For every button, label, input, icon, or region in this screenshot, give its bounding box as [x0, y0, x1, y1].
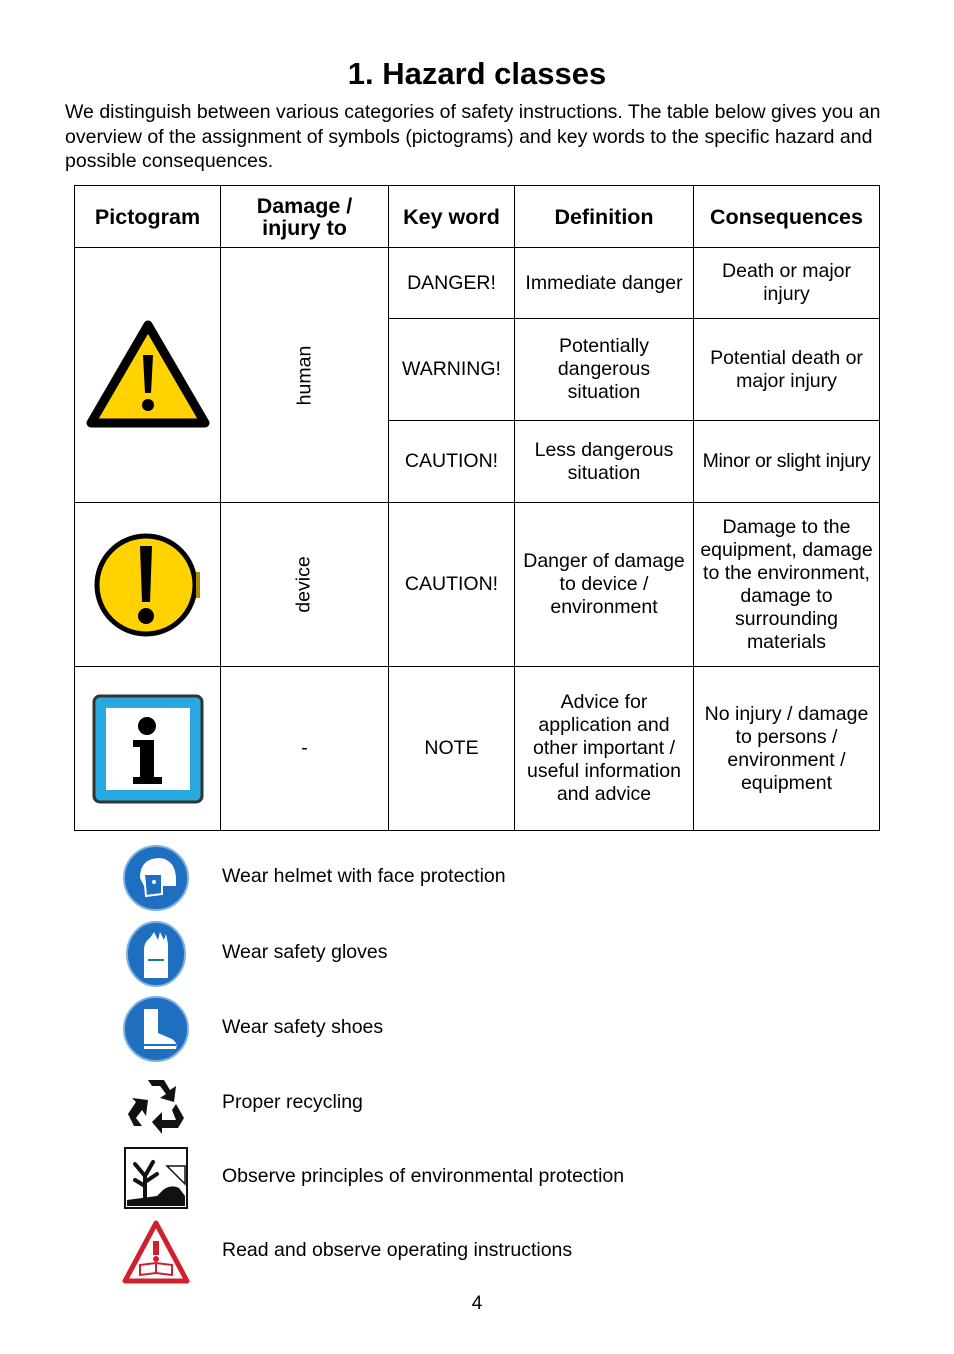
damage-cell-note: - — [221, 667, 389, 831]
legend-label: Read and observe operating instructions — [222, 1239, 573, 1261]
legend-item-helmet — [0, 842, 954, 912]
legend-label: Observe principles of environmental protection — [222, 1165, 625, 1187]
definition-text: Danger of damage to device / environment — [523, 550, 685, 618]
header-keyword: Key word — [389, 186, 515, 248]
definition-text: Less dangerous situation — [534, 438, 674, 484]
consequences-text: No injury / damage to persons / environment / equipment — [704, 702, 869, 794]
page-number: 4 — [471, 1293, 483, 1314]
hazard-table — [74, 185, 880, 831]
legend-label: Wear helmet with face protection — [222, 865, 506, 887]
damage-label-human: human — [293, 345, 315, 405]
helmet-face-protection-icon — [122, 844, 190, 912]
consequences-cell — [694, 667, 880, 831]
header-damage — [221, 186, 389, 248]
consequences-cell: Minor or slight injury — [694, 421, 880, 503]
definition-cell: Immediate danger — [515, 248, 694, 319]
definition-text: Potentially dangerous situation — [557, 335, 651, 403]
header-consequences: Consequences — [694, 186, 880, 248]
definition-cell — [515, 667, 694, 831]
legend-item-read-instructions — [0, 1216, 954, 1286]
pictogram-cell-device — [75, 503, 221, 667]
legend-label: Proper recycling — [222, 1091, 363, 1113]
read-instructions-icon — [122, 1219, 190, 1285]
warning-triangle-icon — [85, 319, 211, 431]
damage-cell-human — [221, 248, 389, 503]
legend-item-recycling — [0, 1068, 954, 1138]
table-row — [75, 667, 880, 831]
safety-shoes-icon — [122, 995, 190, 1063]
table-row — [75, 503, 880, 667]
pictogram-cell-human — [75, 248, 221, 503]
damage-label-device: device — [293, 556, 315, 613]
damage-cell-device — [221, 503, 389, 667]
table-header-row — [75, 186, 880, 248]
table-row — [75, 248, 880, 319]
keyword-cell: DANGER! — [389, 248, 515, 319]
keyword-cell: CAUTION! — [389, 421, 515, 503]
consequences-cell — [694, 248, 880, 319]
exclamation-circle-icon — [93, 532, 203, 638]
header-damage-label: Damage / injury to — [256, 193, 353, 240]
consequences-cell — [694, 503, 880, 667]
legend-item-gloves — [0, 918, 954, 988]
consequences-cell — [694, 319, 880, 421]
header-definition: Definition — [515, 186, 694, 248]
page-title: 1. Hazard classes — [347, 56, 607, 91]
consequences-text: Damage to the equipment, damage to the environment, damage to surrounding materials — [700, 515, 873, 653]
consequences-text: Death or major injury — [722, 260, 851, 305]
legend-item-shoes — [0, 993, 954, 1063]
definition-cell — [515, 421, 694, 503]
legend-label: Wear safety gloves — [222, 941, 388, 963]
legend-label: Wear safety shoes — [222, 1016, 384, 1038]
safety-gloves-icon — [124, 920, 188, 988]
consequences-text: Potential death or major injury — [710, 346, 863, 392]
definition-cell — [515, 503, 694, 667]
header-pictogram: Pictogram — [75, 186, 221, 248]
recycling-icon — [124, 1072, 188, 1136]
keyword-cell: CAUTION! — [389, 503, 515, 667]
legend-item-environment — [0, 1142, 954, 1212]
intro-paragraph: We distinguish between various categories of safety instructions. The table below gives you an overview of the assignment of symbols (pictograms) and key words to the specific hazard and possible consequences. — [65, 101, 881, 172]
definition-cell — [515, 319, 694, 421]
keyword-cell: NOTE — [389, 667, 515, 831]
keyword-cell: WARNING! — [389, 319, 515, 421]
pictogram-cell-note — [75, 667, 221, 831]
info-icon — [91, 693, 205, 805]
environment-protection-icon — [123, 1146, 189, 1210]
definition-text: Advice for application and other important / useful information and advice — [527, 691, 681, 805]
